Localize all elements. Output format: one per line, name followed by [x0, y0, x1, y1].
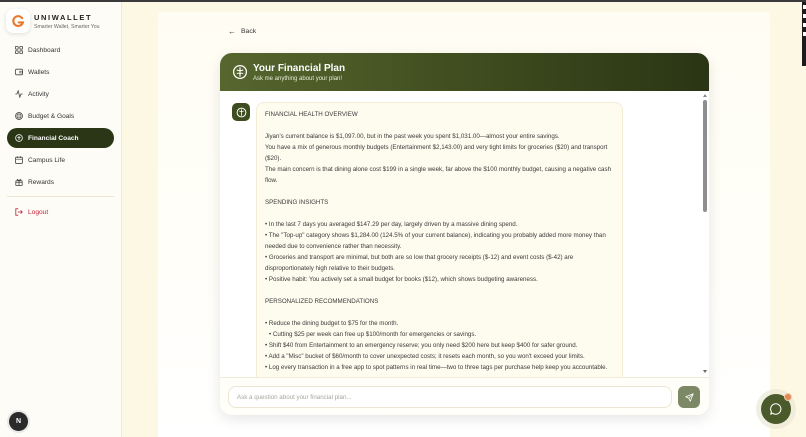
scroll-thumb[interactable] [703, 100, 707, 212]
bot-message [256, 102, 623, 377]
sidebar-nav [7, 40, 114, 224]
sidebar-item-label: Rewards [28, 178, 55, 186]
section-heading: PERSONALIZED RECOMMENDATIONS [265, 298, 379, 305]
activity-icon [15, 90, 23, 98]
message-line: • Positive habit: You actively set a small budget for books ($12), which shows budgeting awareness. [265, 276, 538, 283]
message-line: • Reduce the dining budget to $75 for the month. [265, 320, 399, 327]
brand-logo-icon [6, 9, 30, 33]
grid-icon [15, 46, 23, 54]
gift-icon [15, 178, 23, 186]
scroll-down-arrow-icon[interactable] [703, 370, 707, 373]
message-scrollbar[interactable] [701, 91, 709, 377]
sidebar-item-label: Dashboard [28, 46, 61, 54]
calendar-icon [15, 156, 23, 164]
brain-icon [236, 107, 247, 118]
page-title: Your Financial Plan [253, 62, 346, 74]
section-heading: FINANCIAL HEALTH OVERVIEW [265, 111, 358, 118]
sidebar-item-label: Campus Life [28, 156, 66, 164]
message-line: • Groceries and transport are minimal, but both are so low that grocery receipts ($-12) and event costs ($-42) are disproportionately high relative to their budgets. [265, 254, 574, 272]
scroll-up-arrow-icon[interactable] [703, 94, 707, 97]
brand [6, 9, 100, 33]
notification-badge [784, 393, 792, 401]
wallet-icon [15, 68, 23, 76]
sidebar [0, 0, 122, 437]
sidebar-item-campus-life[interactable] [7, 150, 114, 170]
sidebar-item-label: Activity [28, 90, 49, 98]
message-line: Jiyan's current balance is $1,097.00, but in the past week you spent $1,031.00—almost your entire savings. [265, 133, 560, 140]
sidebar-divider [7, 196, 114, 197]
sidebar-item-label: Wallets [28, 68, 50, 76]
sidebar-item-label: Budget & Goals [28, 112, 75, 120]
back-button[interactable] [228, 27, 256, 36]
message-line: • Add a "Misc" bucket of $60/month to cover unexpected costs; it resets each month, so you won't exceed your limits. [265, 353, 585, 360]
message-line: • Shift $40 from Entertainment to an emergency reserve; you only need $200 here but keep $400 for safer ground. [265, 342, 578, 349]
message-line: The main concern is that dining alone cost $199 in a single week, far above the $100 monthly budget, causing a negative cash flow. [265, 166, 612, 184]
chat-question-input[interactable] [228, 386, 672, 408]
send-button[interactable] [678, 386, 700, 408]
message-line: • In the last 7 days you averaged $147.29 per day, largely driven by a massive dining spend. [265, 221, 518, 228]
corner-toolbar[interactable] [802, 0, 806, 66]
logout-icon [15, 208, 23, 216]
window-top-border [0, 0, 806, 2]
user-avatar[interactable]: N [9, 412, 28, 431]
coach-icon [15, 134, 23, 142]
message-line: • The "Top-up" category shows $1,284.00 (124.5% of your current balance), indicating you probably added more money than needed due to convenience rather than necessity. [265, 232, 606, 250]
chat-input-bar [220, 377, 709, 415]
message-line: • Cutting $25 per week can free up $100/month for emergencies or savings. [269, 331, 477, 338]
logout-button[interactable] [7, 202, 114, 222]
brain-icon [232, 64, 248, 80]
sidebar-item-financial-coach[interactable] [7, 128, 114, 148]
sidebar-item-budget-goals[interactable] [7, 106, 114, 126]
arrow-left-icon: ← [228, 27, 236, 36]
financial-plan-chat [220, 53, 709, 415]
page-subtitle: Ask me anything about your plan! [253, 75, 343, 82]
chat-header [220, 53, 709, 91]
section-heading: SPENDING INSIGHTS [265, 199, 329, 206]
sidebar-item-dashboard[interactable] [7, 40, 114, 60]
sidebar-item-wallets[interactable] [7, 62, 114, 82]
sidebar-item-label: Financial Coach [28, 134, 79, 142]
back-label: Back [241, 28, 257, 35]
send-icon [685, 393, 694, 402]
sidebar-item-rewards[interactable] [7, 172, 114, 192]
logout-label: Logout [28, 208, 49, 216]
chat-bubble-icon [769, 402, 783, 416]
bot-avatar [232, 103, 250, 121]
message-line: • Log every transaction in a free app to spot patterns in real time—two to three tags per purchase help keep you accountable. [265, 364, 608, 371]
brand-name: UNIWALLET [34, 12, 93, 22]
target-icon [15, 112, 23, 120]
sidebar-item-activity[interactable] [7, 84, 114, 104]
brand-tagline: Smarter Wallet, Smarter You [34, 23, 100, 30]
message-line: You have a mix of generous monthly budgets (Entertainment $2,143.00) and very tight limits for groceries ($20) and transport ($20). [265, 144, 608, 162]
message-list[interactable] [220, 91, 700, 377]
